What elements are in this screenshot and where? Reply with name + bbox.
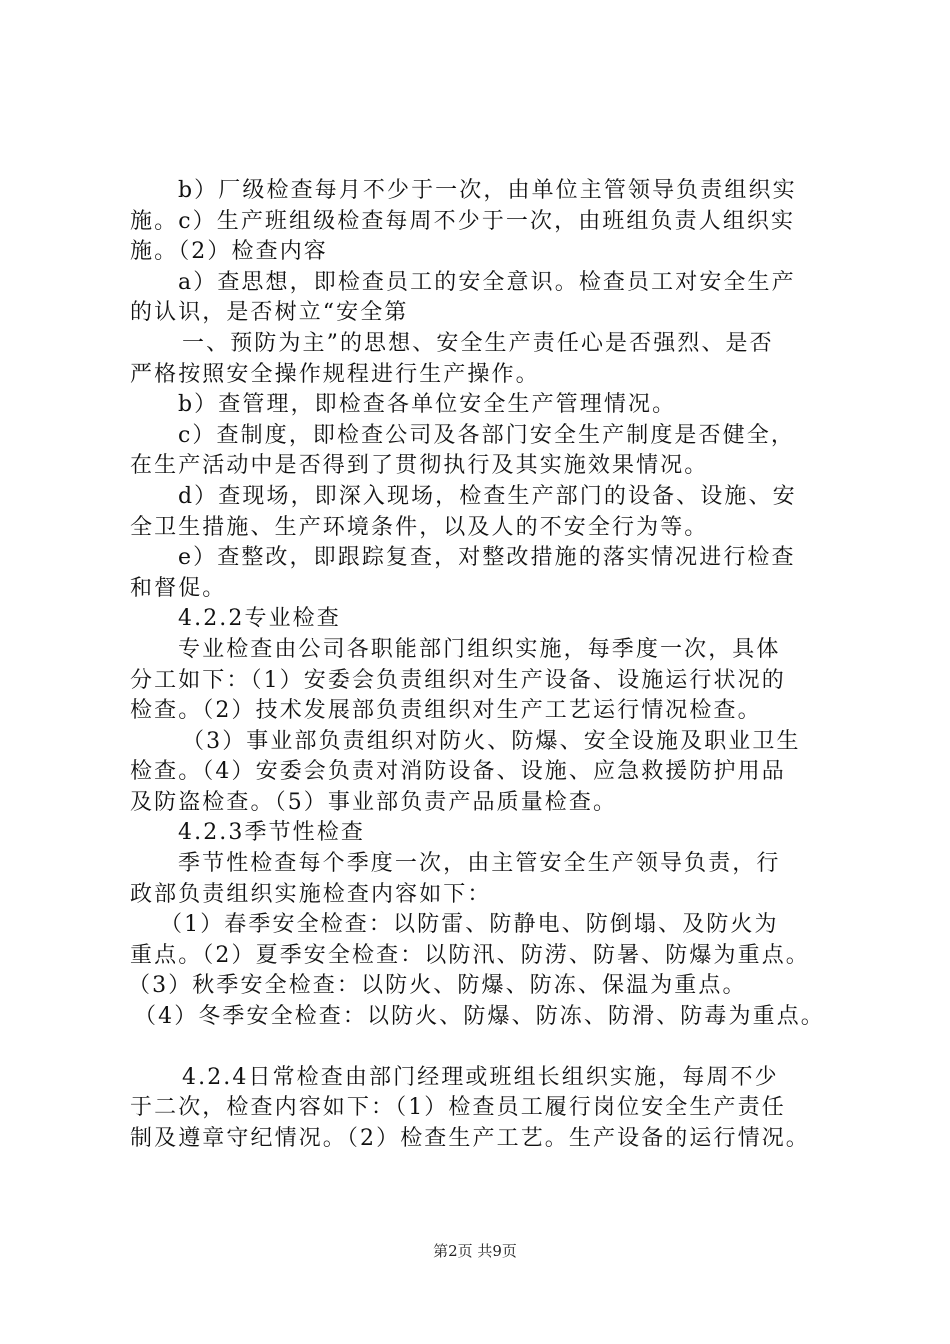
text-line: 检查。（2）技术发展部负责组织对生产工艺运行情况检查。 [130, 698, 762, 724]
text-line: 严格按照安全操作规程进行生产操作。 [130, 361, 540, 387]
text-line: 施。c）生产班组级检查每周不少于一次，由班组负责人组织实 [130, 208, 796, 234]
text-line: 4.2.2专业检查 [178, 606, 341, 632]
paragraph-gap [130, 1033, 830, 1063]
text-line: c）查制度，即检查公司及各部门安全生产制度是否健全， [178, 422, 795, 448]
page-footer: 第2页 共9页 [433, 1242, 517, 1260]
text-line: （3）秋季安全检查：以防火、防爆、防冻、保温为重点。 [128, 973, 747, 999]
text-line: 全卫生措施、生产环境条件，以及人的不安全行为等。 [130, 514, 709, 540]
text-line: 检查。（4）安委会负责对消防设备、设施、应急救援防护用品 [130, 759, 786, 785]
text-line: 施。（2）检查内容 [130, 239, 328, 265]
text-line: 一、预防为主”的思想、安全生产责任心是否强烈、是否 [182, 330, 774, 356]
text-line: 的认识，是否树立“安全第 [130, 300, 409, 326]
text-line: 制及遵章守纪情况。（2）检查生产工艺。生产设备的运行情况。 [130, 1125, 810, 1151]
text-line: （3）事业部负责组织对防火、防爆、安全设施及职业卫生 [182, 728, 801, 754]
text-line: 在生产活动中是否得到了贯彻执行及其实施效果情况。 [130, 453, 709, 479]
text-line: b）厂级检查每月不少于一次，由单位主管领导负责组织实 [178, 178, 797, 203]
text-line: （1）春季安全检查：以防雷、防静电、防倒塌、及防火为 [160, 912, 779, 938]
text-line: a）查思想，即检查员工的安全意识。检查员工对安全生产 [178, 269, 796, 295]
text-line: 4.2.3季节性检查 [178, 820, 365, 846]
text-line: e）查整改，即跟踪复查，对整改措施的落实情况进行检查 [178, 545, 796, 571]
text-line: 4.2.4日常检查由部门经理或班组长组织实施，每周不少 [182, 1064, 779, 1090]
text-line: 重点。（2）夏季安全检查：以防汛、防涝、防暑、防爆为重点。 [130, 942, 810, 968]
text-line: （4）冬季安全检查：以防火、防爆、防冻、防滑、防毒为重点。 [134, 1004, 825, 1030]
text-line: 季节性检查每个季度一次，由主管安全生产领导负责，行 [178, 851, 781, 877]
text-line: d）查现场，即深入现场，检查生产部门的设备、设施、安 [178, 483, 797, 509]
text-line: 政部负责组织实施检查内容如下： [130, 881, 492, 907]
document-body [130, 176, 830, 1154]
text-line: 及防盗检查。（5）事业部负责产品质量检查。 [130, 789, 618, 815]
text-line: 分工如下：（1）安委会负责组织对生产设备、设施运行状况的 [130, 667, 786, 693]
text-line: 于二次，检查内容如下：（1）检查员工履行岗位安全生产责任 [130, 1095, 786, 1121]
text-line: 和督促。 [130, 575, 227, 601]
text-line: b）查管理，即检查各单位安全生产管理情况。 [178, 392, 677, 418]
text-line: 专业检查由公司各职能部门组织实施，每季度一次，具体 [178, 636, 781, 662]
